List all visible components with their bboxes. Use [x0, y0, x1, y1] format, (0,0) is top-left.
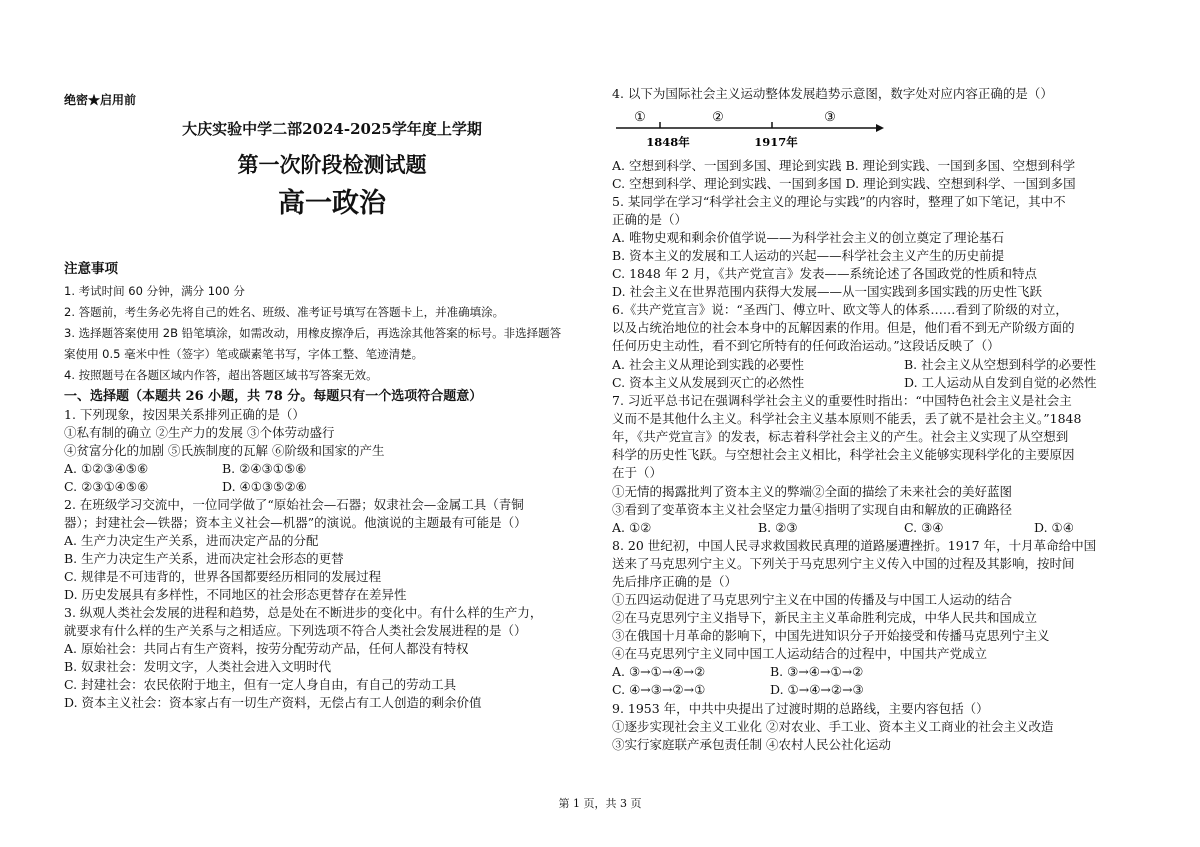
question-8-items: ③在俄国十月革命的影响下，中国先进知识分子开始接受和传播马克思列宁主义 [612, 628, 1050, 643]
development-timeline [614, 108, 886, 152]
note-item: 3. 选择题答案使用 2B 铅笔填涂，如需改动，用橡皮擦净后，再选涂其他答案的标号。非选择题答 [64, 326, 562, 340]
note-item: 1. 考试时间 60 分钟，满分 100 分 [64, 284, 245, 298]
exam-title: 第一次阶段检测试题 [237, 152, 427, 177]
question-3-option-a: A. 原始社会：共同占有生产资料，按劳分配劳动产品，任何人都没有特权 [64, 641, 469, 656]
question-8-items: ④在马克思列宁主义同中国工人运动结合的过程中，中国共产党成立 [612, 646, 988, 661]
school-title: 大庆实验中学二部2024-2025学年度上学期 [182, 121, 482, 138]
question-6-stem: 以及占统治地位的社会本身中的瓦解因素的作用。但是，他们看不到无产阶级方面的 [612, 320, 1075, 335]
question-7-stem: 7. 习近平总书记在强调科学社会主义的重要性时指出：“中国特色社会主义是社会主 [612, 393, 1072, 408]
question-1-stem: 1. 下列现象，按因果关系排列正确的是（） [64, 407, 305, 422]
question-5-stem: 正确的是（） [612, 212, 688, 227]
question-5-option-c: C. 1848 年 2 月，《共产党宣言》发表——系统论述了各国政党的性质和特点 [612, 266, 1038, 281]
confidential-label: 绝密★启用前 [64, 93, 137, 107]
question-1-items: ④贫富分化的加剧 ⑤氏族制度的瓦解 ⑥阶级和国家的产生 [64, 443, 385, 458]
question-7-option-d: D. ①④ [1034, 520, 1074, 535]
question-8-items: ②在马克思列宁主义指导下，新民主主义革命胜利完成，中华人民共和国成立 [612, 610, 1038, 625]
note-item: 2. 答题前，考生务必先将自己的姓名、班级、准考证号填写在答题卡上，并准确填涂。 [64, 305, 505, 319]
question-1-option-b: B. ②④③①⑤⑥ [222, 461, 307, 476]
question-6-stem: 任何历史主动性，看不到它所特有的任何政治运动。”这段话反映了（） [612, 338, 1000, 353]
question-3-stem: 3. 纵观人类社会发展的进程和趋势，总是处在不断进步的变化中。有什么样的生产力， [64, 605, 543, 620]
question-5-stem: 5. 某同学在学习“科学社会主义的理论与实践”的内容时，整理了如下笔记，其中不 [612, 194, 1066, 209]
question-7-items: ①无情的揭露批判了资本主义的弊端②全面的描绘了未来社会的美好蓝图 [612, 484, 1013, 499]
section-heading: 一、选择题（本题共 26 小题，共 78 分。每题只有一个选项符合题意） [64, 389, 483, 404]
question-1-option-c: C. ②③①④⑤⑥ [64, 479, 149, 494]
timeline-year-1917: 1917年 [754, 135, 798, 149]
question-1-items: ①私有制的确立 ②生产力的发展 ③个体劳动盛行 [64, 425, 335, 440]
question-2-option-a: A. 生产力决定生产关系，进而决定产品的分配 [64, 533, 319, 548]
question-5-option-d: D. 社会主义在世界范围内获得大发展——从一国实践到多国实践的历史性飞跃 [612, 284, 1043, 299]
question-8-stem: 先后排序正确的是（） [612, 574, 738, 589]
question-3-option-b: B. 奴隶社会：发明文字，人类社会进入文明时代 [64, 659, 332, 674]
question-9-stem: 9. 1953 年，中共中央提出了过渡时期的总路线，主要内容包括（） [612, 701, 989, 716]
question-8-option-d: D. ①→④→②→③ [770, 682, 864, 697]
question-2-option-b: B. 生产力决定生产关系，进而决定社会形态的更替 [64, 551, 344, 566]
question-2-stem: 器）；封建社会—铁器；资本主义社会—机器”的演说。他演说的主题最有可能是（） [64, 515, 527, 530]
question-7-stem: 义而不是其他什么主义。科学社会主义基本原则不能丢，丢了就不是社会主义。”1848 [612, 411, 1082, 426]
timeline-mark-3: ③ [824, 110, 836, 125]
question-2-option-d: D. 历史发展具有多样性，不同地区的社会形态更替存在差异性 [64, 587, 407, 602]
question-3-option-d: D. 资本主义社会：资本家占有一切生产资料，无偿占有工人创造的剩余价值 [64, 695, 482, 710]
timeline-mark-2: ② [712, 110, 724, 125]
question-7-stem: 年，《共产党宣言》的发表，标志着科学社会主义的产生。社会主义实现了从空想到 [612, 429, 1069, 444]
question-6-option-d: D. 工人运动从自发到自觉的必然性 [904, 375, 1097, 390]
question-7-option-a: A. ①② [612, 520, 652, 535]
question-4-options-ab: A. 空想到科学、一国到多国、理论到实践 B. 理论到实践、一国到多国、空想到科学 [612, 158, 1076, 173]
notes-title: 注意事项 [64, 261, 118, 277]
timeline-mark-1: ① [634, 110, 646, 125]
question-3-option-c: C. 封建社会：农民依附于地主，但有一定人身自由，有自己的劳动工具 [64, 677, 457, 692]
question-8-stem: 8. 20 世纪初，中国人民寻求救国救民真理的道路屡遭挫折。1917 年，十月革命给中国 [612, 538, 1097, 553]
note-item: 4. 按照题号在各题区域内作答，超出答题区域书写答案无效。 [64, 368, 378, 382]
question-8-option-b: B. ③→④→①→② [770, 664, 864, 679]
question-6-option-c: C. 资本主义从发展到灭亡的必然性 [612, 375, 805, 390]
question-6-option-b: B. 社会主义从空想到科学的必要性 [904, 357, 1097, 372]
note-item: 案使用 0.5 毫米中性（签字）笔或碳素笔书写，字体工整、笔迹清楚。 [64, 347, 424, 361]
timeline-arrowhead [876, 124, 884, 132]
question-3-stem: 就要求有什么样的生产关系与之相适应。下列选项不符合人类社会发展进程的是（） [64, 623, 527, 638]
question-8-items: ①五四运动促进了马克思列宁主义在中国的传播及与中国工人运动的结合 [612, 592, 1013, 607]
question-8-option-a: A. ③→①→④→② [612, 664, 706, 679]
question-7-items: ③看到了变革资本主义社会坚定力量④指明了实现自由和解放的正确路径 [612, 502, 1013, 517]
question-7-stem: 科学的历史性飞跃。与空想社会主义相比，科学社会主义能够实现科学化的主要原因 [612, 447, 1075, 462]
question-8-option-c: C. ④→③→②→① [612, 682, 706, 697]
question-4-options-cd: C. 空想到科学、理论到实践、一国到多国 D. 理论到实践、空想到科学、一国到多国 [612, 176, 1076, 191]
question-4-stem: 4. 以下为国际社会主义运动整体发展趋势示意图，数字处对应内容正确的是（） [612, 86, 1053, 101]
question-7-stem: 在于（） [612, 465, 663, 480]
question-6-option-a: A. 社会主义从理论到实践的必要性 [612, 357, 804, 372]
question-5-option-a: A. 唯物史观和剩余价值学说——为科学社会主义的创立奠定了理论基石 [612, 230, 1004, 245]
question-8-stem: 送来了马克思列宁主义。下列关于马克思列宁主义传入中国的过程及其影响，按时间 [612, 556, 1075, 571]
question-9-items: ③实行家庭联产承包责任制 ④农村人民公社化运动 [612, 737, 891, 752]
question-7-option-b: B. ②③ [758, 520, 798, 535]
question-2-option-c: C. 规律是不可违背的，世界各国都要经历相同的发展过程 [64, 569, 382, 584]
question-9-items: ①逐步实现社会主义工业化 ②对农业、手工业、资本主义工商业的社会主义改造 [612, 719, 1054, 734]
timeline-year-1848: 1848年 [646, 135, 690, 149]
question-5-option-b: B. 资本主义的发展和工人运动的兴起——科学社会主义产生的历史前提 [612, 248, 1005, 263]
question-1-option-a: A. ①②③④⑤⑥ [64, 461, 149, 476]
question-1-option-d: D. ④①③⑤②⑥ [222, 479, 307, 494]
question-7-option-c: C. ③④ [904, 520, 944, 535]
question-2-stem: 2. 在班级学习交流中，一位同学做了“原始社会—石器；奴隶社会—金属工具（青铜 [64, 497, 524, 512]
subject-title: 高一政治 [278, 188, 386, 219]
question-6-stem: 6.《共产党宣言》说：“圣西门、傅立叶、欧文等人的体系……看到了阶级的对立， [612, 302, 1068, 317]
page-footer: 第 1 页，共 3 页 [558, 797, 642, 810]
